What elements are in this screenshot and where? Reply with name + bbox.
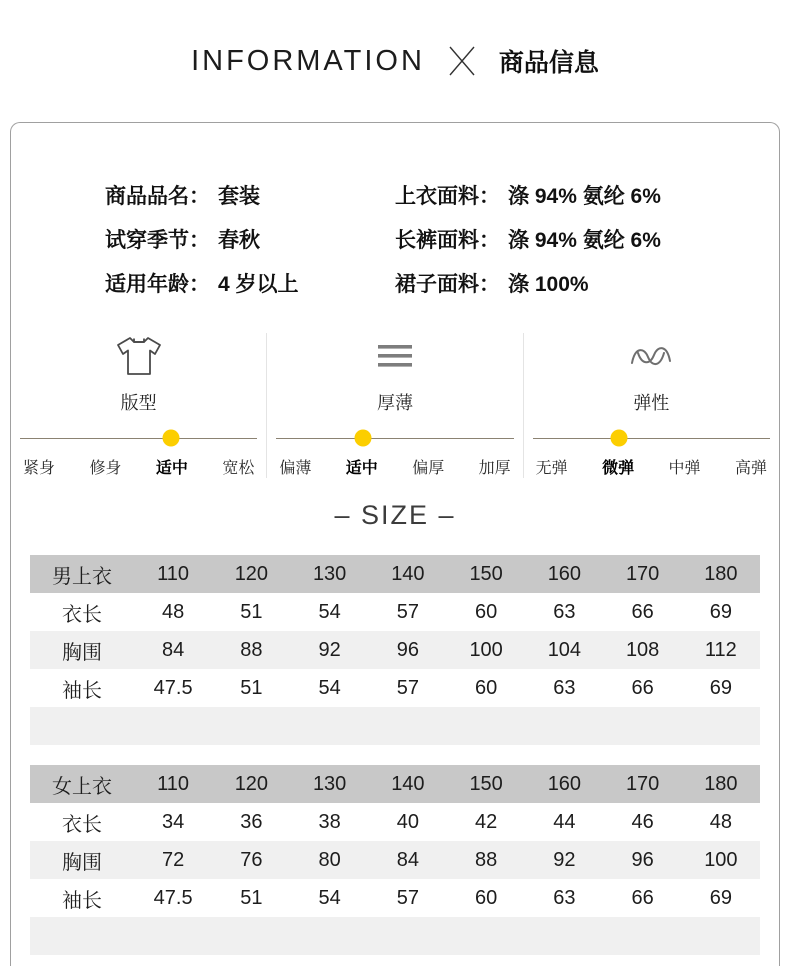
product-info-row bbox=[105, 217, 395, 261]
scale-dot bbox=[611, 430, 628, 447]
size-table-cell: 92 bbox=[553, 848, 576, 871]
size-table-header-cell: 140 bbox=[391, 772, 425, 795]
size-table-row bbox=[30, 631, 760, 669]
size-table-empty-row bbox=[30, 707, 760, 745]
attribute-scales-section bbox=[11, 333, 779, 478]
info-label: 长裤面料： bbox=[395, 229, 500, 252]
size-table-cell: 72 bbox=[162, 848, 185, 871]
size-table-header-cell: 170 bbox=[625, 562, 660, 585]
size-table-cell: 69 bbox=[709, 886, 732, 909]
size-table-cell: 袖长 bbox=[62, 679, 102, 702]
size-table-header-row bbox=[30, 555, 760, 593]
size-table-cell: 60 bbox=[475, 886, 498, 909]
size-table-header-cell: 160 bbox=[547, 772, 582, 795]
size-table-cell: 34 bbox=[162, 810, 185, 833]
attribute-name: 版型 bbox=[120, 393, 157, 413]
size-table-empty-cell bbox=[604, 917, 682, 955]
size-table-cell: 46 bbox=[631, 810, 654, 833]
info-value: 涤 94% 氨纶 6% bbox=[508, 229, 661, 252]
attribute-scale bbox=[11, 427, 266, 449]
size-table-empty-cell bbox=[525, 917, 603, 955]
size-table-cell: 57 bbox=[396, 600, 419, 623]
size-table-cell: 63 bbox=[553, 676, 576, 699]
header-title-en: INFORMATION bbox=[191, 44, 425, 77]
size-table-cell: 88 bbox=[240, 638, 263, 661]
attribute-options bbox=[524, 455, 779, 478]
size-table-header-cell: 120 bbox=[234, 772, 269, 795]
info-label: 上衣面料： bbox=[395, 185, 500, 208]
size-table-cell: 84 bbox=[396, 848, 419, 871]
size-table-header-cell: 110 bbox=[157, 772, 190, 795]
size-table-cell: 42 bbox=[475, 810, 498, 833]
size-table-header-cell: 170 bbox=[625, 772, 660, 795]
size-table-header-cell: 女上衣 bbox=[52, 775, 112, 798]
attribute-options bbox=[11, 455, 266, 478]
size-section-title: – SIZE – bbox=[334, 500, 456, 530]
attribute-options bbox=[267, 455, 522, 478]
size-table-empty-cell bbox=[30, 707, 134, 745]
size-table-cell: 63 bbox=[553, 886, 576, 909]
size-table-empty-cell bbox=[447, 917, 525, 955]
attribute-option: 偏薄 bbox=[279, 460, 312, 477]
size-table-header-cell: 150 bbox=[469, 562, 503, 585]
size-table-header-cell: 130 bbox=[312, 562, 347, 585]
size-table-cell: 47.5 bbox=[153, 886, 193, 909]
size-table-cell: 54 bbox=[318, 600, 341, 623]
size-table-header-cell: 130 bbox=[312, 772, 347, 795]
info-value: 涤 94% 氨纶 6% bbox=[508, 185, 661, 208]
product-info-right-column bbox=[395, 173, 779, 305]
size-table-girls-top bbox=[30, 765, 760, 955]
attribute-option: 修身 bbox=[89, 460, 122, 477]
info-value: 春秋 bbox=[218, 229, 260, 252]
size-table-cell: 66 bbox=[631, 886, 654, 909]
attribute-name: 厚薄 bbox=[376, 393, 413, 413]
info-label: 裙子面料： bbox=[395, 273, 500, 296]
size-table-cell: 108 bbox=[625, 638, 660, 661]
size-table-empty-cell bbox=[447, 707, 525, 745]
attribute-fit bbox=[11, 333, 266, 478]
size-table-cell: 69 bbox=[709, 600, 732, 623]
info-label: 商品品名： bbox=[105, 185, 210, 208]
size-table-cell: 96 bbox=[396, 638, 419, 661]
attribute-option: 高弹 bbox=[734, 460, 767, 477]
size-table-header-cell: 180 bbox=[704, 772, 738, 795]
tshirt-icon bbox=[11, 333, 266, 379]
size-table-row bbox=[30, 593, 760, 631]
attribute-option: 偏厚 bbox=[412, 460, 445, 477]
scale-dot bbox=[162, 430, 179, 447]
info-value: 涤 100% bbox=[508, 273, 589, 296]
size-table-empty-cell bbox=[604, 707, 682, 745]
size-table-cell: 60 bbox=[475, 600, 498, 623]
product-info-row bbox=[395, 173, 779, 217]
size-table-cell: 38 bbox=[318, 810, 341, 833]
size-table-cell: 51 bbox=[240, 886, 263, 909]
size-table-cell: 36 bbox=[240, 810, 263, 833]
attribute-option: 中弹 bbox=[668, 460, 701, 477]
size-table-cell: 51 bbox=[240, 600, 263, 623]
size-table-cell: 57 bbox=[396, 676, 419, 699]
size-table-header-cell: 140 bbox=[391, 562, 425, 585]
size-table-cell: 100 bbox=[704, 848, 738, 871]
elasticity-icon bbox=[524, 333, 779, 379]
size-table-cell: 104 bbox=[547, 638, 582, 661]
size-table-empty-cell bbox=[30, 917, 134, 955]
size-table-cell: 44 bbox=[553, 810, 576, 833]
size-table-empty-cell bbox=[369, 917, 447, 955]
size-table-cell: 88 bbox=[475, 848, 498, 871]
size-table-cell: 54 bbox=[318, 676, 341, 699]
attribute-scale bbox=[524, 427, 779, 449]
size-table-cell: 66 bbox=[631, 600, 654, 623]
page-header bbox=[0, 0, 790, 122]
attribute-scale bbox=[267, 427, 522, 449]
product-info-row bbox=[395, 261, 779, 305]
size-table-empty-cell bbox=[134, 707, 212, 745]
size-table-cell: 92 bbox=[318, 638, 341, 661]
size-table-header-cell: 男上衣 bbox=[52, 565, 112, 588]
size-table-cell: 袖长 bbox=[62, 889, 102, 912]
size-table-cell: 衣长 bbox=[62, 603, 102, 626]
thickness-icon bbox=[267, 333, 522, 379]
size-table-empty-cell bbox=[682, 707, 760, 745]
size-table-row bbox=[30, 879, 760, 917]
attribute-thickness bbox=[266, 333, 522, 478]
scale-line bbox=[20, 438, 257, 439]
size-table-row bbox=[30, 803, 760, 841]
scale-line bbox=[276, 438, 513, 439]
size-table-header-cell: 120 bbox=[234, 562, 269, 585]
scale-dot bbox=[355, 430, 372, 447]
size-table-cell: 47.5 bbox=[153, 676, 193, 699]
size-table-cell: 96 bbox=[631, 848, 654, 871]
size-table-empty-cell bbox=[291, 707, 369, 745]
size-table-cell: 112 bbox=[704, 638, 737, 661]
attribute-option: 适中 bbox=[155, 460, 188, 477]
product-info-left-column bbox=[105, 173, 395, 305]
product-info-row bbox=[395, 217, 779, 261]
size-table-empty-cell bbox=[212, 707, 290, 745]
product-info-row bbox=[105, 173, 395, 217]
size-table-boys-top bbox=[30, 555, 760, 745]
size-table-empty-cell bbox=[134, 917, 212, 955]
size-table-cell: 84 bbox=[162, 638, 185, 661]
size-table-cell: 76 bbox=[240, 848, 263, 871]
product-info-panel bbox=[10, 122, 780, 966]
info-label: 试穿季节： bbox=[105, 229, 210, 252]
size-table-header-cell: 160 bbox=[547, 562, 582, 585]
size-table-cell: 66 bbox=[631, 676, 654, 699]
size-table-cell: 51 bbox=[240, 676, 263, 699]
cross-divider-icon bbox=[445, 39, 479, 83]
size-table-cell: 63 bbox=[553, 600, 576, 623]
size-table-cell: 胸围 bbox=[62, 851, 102, 874]
size-table-row bbox=[30, 841, 760, 879]
size-table-empty-row bbox=[30, 917, 760, 955]
attribute-option: 微弹 bbox=[602, 460, 635, 477]
product-info-section bbox=[11, 123, 779, 305]
size-table-cell: 衣长 bbox=[62, 813, 102, 836]
info-value: 套装 bbox=[218, 185, 260, 208]
size-table-empty-cell bbox=[291, 917, 369, 955]
attribute-elasticity bbox=[523, 333, 779, 478]
size-table-empty-cell bbox=[369, 707, 447, 745]
size-table-header-cell: 110 bbox=[157, 562, 190, 585]
size-table-header-cell: 180 bbox=[704, 562, 738, 585]
size-table-cell: 胸围 bbox=[62, 641, 102, 664]
size-table-empty-cell bbox=[525, 707, 603, 745]
header-title-zh: 商品信息 bbox=[498, 49, 599, 77]
size-table-cell: 100 bbox=[469, 638, 503, 661]
attribute-option: 适中 bbox=[345, 460, 378, 477]
attribute-option: 无弹 bbox=[535, 460, 568, 477]
size-table-cell: 60 bbox=[475, 676, 498, 699]
size-table-header-row bbox=[30, 765, 760, 803]
attribute-name: 弹性 bbox=[633, 393, 670, 413]
size-table-row bbox=[30, 669, 760, 707]
size-table-cell: 57 bbox=[396, 886, 419, 909]
size-table-cell: 80 bbox=[318, 848, 341, 871]
scale-line bbox=[533, 438, 770, 439]
size-table-cell: 48 bbox=[709, 810, 732, 833]
size-table-cell: 54 bbox=[318, 886, 341, 909]
info-label: 适用年龄： bbox=[105, 273, 210, 296]
attribute-option: 紧身 bbox=[23, 460, 56, 477]
size-table-empty-cell bbox=[682, 917, 760, 955]
size-table-cell: 40 bbox=[396, 810, 419, 833]
attribute-option: 加厚 bbox=[478, 460, 511, 477]
size-table-empty-cell bbox=[212, 917, 290, 955]
size-table-cell: 48 bbox=[162, 600, 185, 623]
size-table-header-cell: 150 bbox=[469, 772, 503, 795]
size-table-cell: 69 bbox=[709, 676, 732, 699]
info-value: 4 岁以上 bbox=[218, 273, 299, 296]
product-info-row bbox=[105, 261, 395, 305]
attribute-option: 宽松 bbox=[222, 460, 255, 477]
